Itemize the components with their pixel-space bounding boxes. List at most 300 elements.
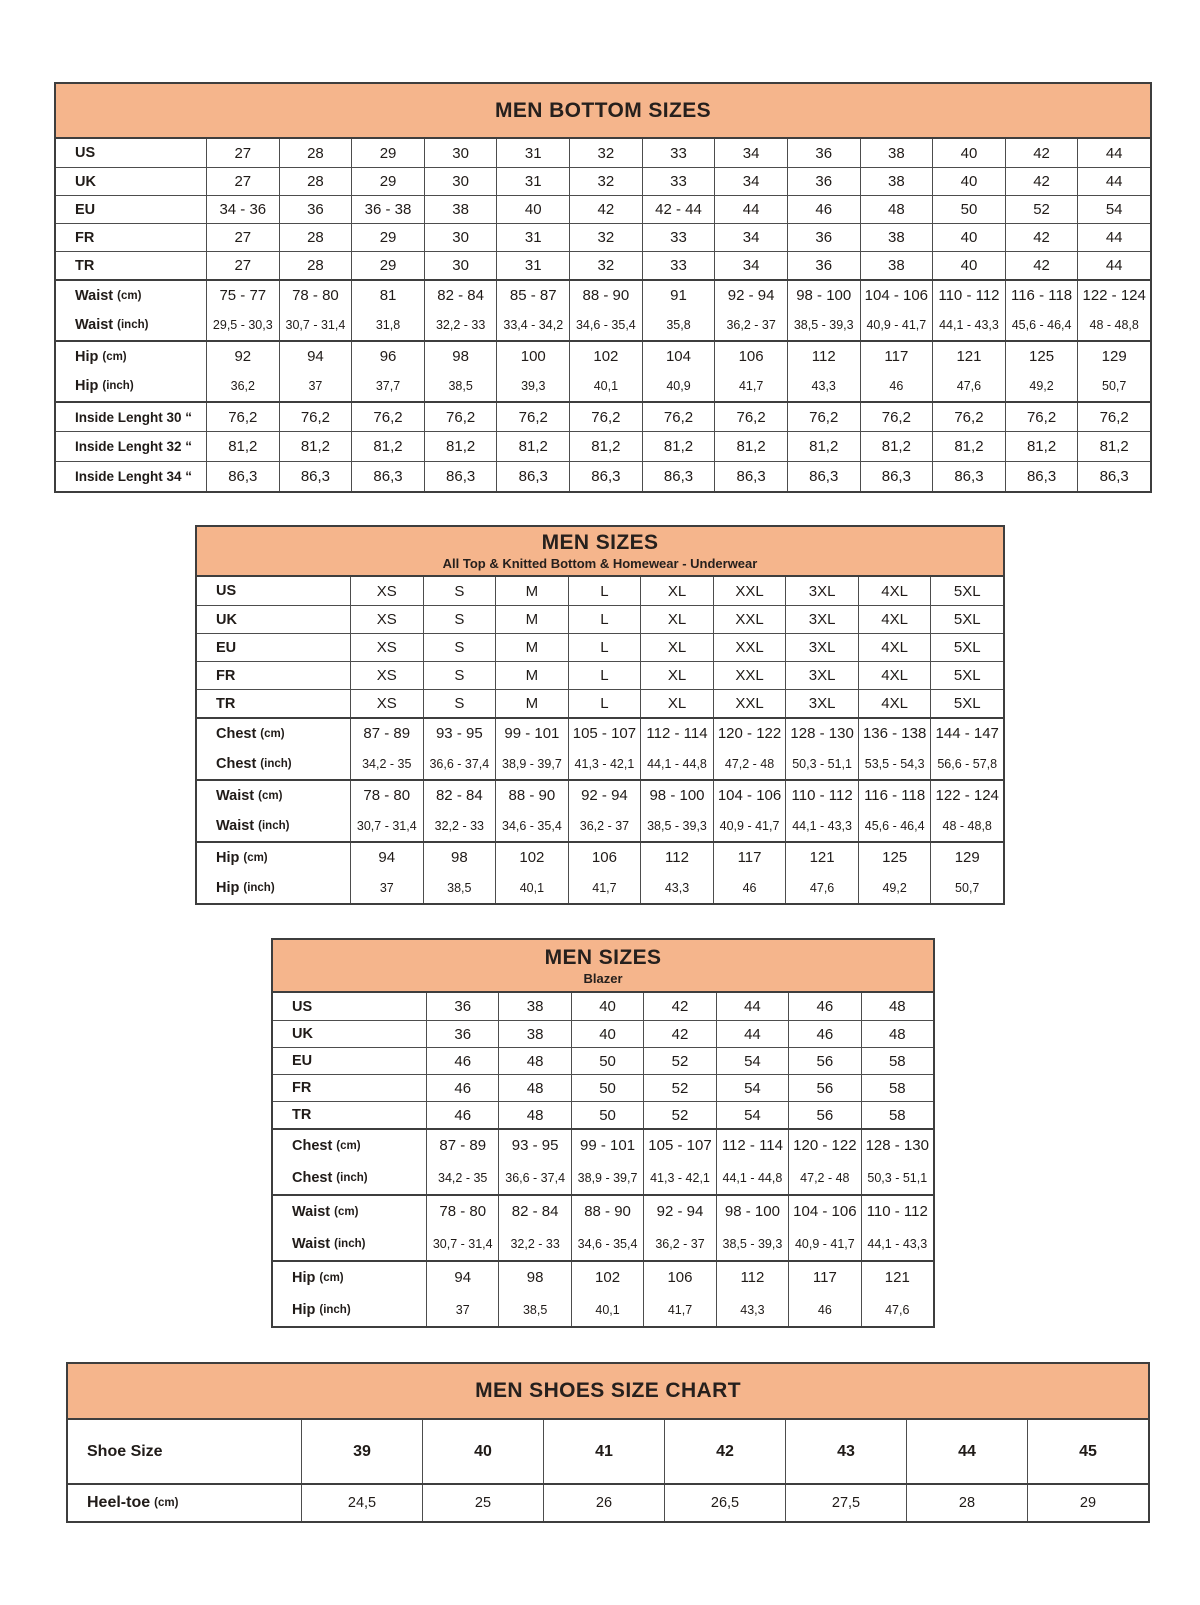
table-cell: 104 - 106	[788, 1196, 860, 1227]
row-label: Hip (inch)	[216, 879, 275, 896]
table-cell: 78 - 80	[426, 1196, 498, 1227]
row-label: Hip (inch)	[75, 378, 134, 394]
table-cell: 86,3	[1077, 462, 1150, 491]
table-cell: 38	[498, 1021, 570, 1047]
table-cell: 44	[1077, 252, 1150, 279]
table-cell: 3XL	[785, 662, 858, 689]
table-row	[273, 1101, 933, 1128]
table-cell: 88 - 90	[495, 781, 568, 810]
table-cell: 46	[860, 371, 933, 401]
table-cell: M	[495, 606, 568, 633]
table-cell: 32	[569, 139, 642, 167]
table-body	[197, 577, 1003, 903]
table-cell: L	[568, 690, 641, 717]
table-row	[56, 371, 1150, 401]
table-cell: 40,1	[569, 371, 642, 401]
table-cell: 52	[643, 1102, 715, 1128]
table-cell: 50	[571, 1102, 643, 1128]
table-cell: 38,5	[423, 872, 496, 903]
table-cell: 25	[422, 1485, 543, 1521]
table-cell: 34,6 - 35,4	[569, 310, 642, 340]
table-cell: 56	[788, 1075, 860, 1101]
table-header	[68, 1364, 1148, 1420]
table-cell: 54	[716, 1075, 788, 1101]
row-label: Hip (cm)	[292, 1269, 344, 1286]
table-row	[197, 661, 1003, 689]
table-cell: 37,7	[351, 371, 424, 401]
table-cell: 38	[860, 224, 933, 251]
table-cell: 112	[640, 843, 713, 872]
table-cell: 42	[664, 1420, 785, 1483]
table-cell: 30,7 - 31,4	[279, 310, 352, 340]
table-cell: 4XL	[858, 606, 931, 633]
table-row	[68, 1483, 1148, 1521]
table-cell: 54	[716, 1102, 788, 1128]
table-cell: 49,2	[1005, 371, 1078, 401]
table-cell: 81,2	[279, 432, 352, 461]
table-cell: 120 - 122	[788, 1130, 860, 1161]
table-cell: 40,9 - 41,7	[788, 1227, 860, 1260]
table-cell: XXL	[713, 606, 786, 633]
table-row	[56, 251, 1150, 279]
table-cell: 42	[643, 993, 715, 1020]
table-cell: 136 - 138	[858, 719, 931, 748]
table-cell: 38	[860, 139, 933, 167]
table-cell: 81,2	[1077, 432, 1150, 461]
row-label: FR	[292, 1080, 312, 1096]
table-cell: 33	[642, 139, 715, 167]
table-cell: 28	[279, 139, 352, 167]
table-cell: L	[568, 606, 641, 633]
table-cell: S	[423, 690, 496, 717]
table-cell: 99 - 101	[495, 719, 568, 748]
table-cell: 32	[569, 224, 642, 251]
row-label: Chest (cm)	[292, 1137, 361, 1154]
table-cell: 30	[424, 252, 497, 279]
row-label: Inside Lenght 30 “	[75, 409, 193, 425]
table-cell: 105 - 107	[643, 1130, 715, 1161]
table-cell: 52	[1005, 196, 1078, 223]
table-cell: 46	[787, 196, 860, 223]
table-cell: 82 - 84	[498, 1196, 570, 1227]
table-cell: 117	[788, 1262, 860, 1293]
row-label: TR	[292, 1107, 312, 1123]
table-cell: 28	[906, 1485, 1027, 1521]
table-cell: 46	[426, 1102, 498, 1128]
table-cell: 128 - 130	[861, 1130, 933, 1161]
table-cell: 92 - 94	[568, 781, 641, 810]
table-cell: 86,3	[351, 462, 424, 491]
table-cell: 121	[861, 1262, 933, 1293]
table-cell: 44	[906, 1420, 1027, 1483]
table-cell: 81,2	[569, 432, 642, 461]
table-cell: 44	[714, 196, 787, 223]
row-label: US	[75, 145, 96, 161]
table-row	[56, 195, 1150, 223]
table-cell: 43,3	[640, 872, 713, 903]
table-cell: 94	[279, 342, 352, 371]
table-cell: 45	[1027, 1420, 1148, 1483]
table-cell: 45,6 - 46,4	[858, 810, 931, 841]
row-label: Waist (inch)	[216, 817, 290, 834]
table-cell: 76,2	[787, 403, 860, 431]
table-cell: 36	[426, 1021, 498, 1047]
table-cell: 44	[716, 993, 788, 1020]
table-cell: 88 - 90	[569, 281, 642, 310]
table-cell: 39	[301, 1420, 422, 1483]
table-cell: XL	[640, 662, 713, 689]
table-cell: 98	[423, 843, 496, 872]
table-cell: 117	[713, 843, 786, 872]
table-cell: 32	[569, 168, 642, 195]
table-cell: 40	[422, 1420, 543, 1483]
table-cell: 76,2	[714, 403, 787, 431]
table-cell: 87 - 89	[350, 719, 423, 748]
row-label: Chest (inch)	[216, 755, 292, 772]
table-cell: 4XL	[858, 634, 931, 661]
table-cell: 47,6	[932, 371, 1005, 401]
men-sizes-blazer-table	[271, 938, 935, 1328]
table-cell: 91	[642, 281, 715, 310]
table-cell: XXL	[713, 577, 786, 605]
table-row	[56, 401, 1150, 431]
table-cell: 76,2	[860, 403, 933, 431]
table-cell: 5XL	[930, 606, 1003, 633]
table-cell: 105 - 107	[568, 719, 641, 748]
table-cell: 34 - 36	[206, 196, 279, 223]
table-cell: 81,2	[496, 432, 569, 461]
table-cell: 42	[1005, 168, 1078, 195]
table-cell: 94	[350, 843, 423, 872]
table-cell: 102	[495, 843, 568, 872]
table-cell: 92 - 94	[714, 281, 787, 310]
table-cell: 31	[496, 139, 569, 167]
table-cell: 43,3	[716, 1293, 788, 1326]
table-cell: 36,2 - 37	[643, 1227, 715, 1260]
table-cell: 42	[1005, 224, 1078, 251]
table-cell: 54	[716, 1048, 788, 1074]
table-cell: 38,5	[424, 371, 497, 401]
table-cell: 81,2	[424, 432, 497, 461]
table-cell: 85 - 87	[496, 281, 569, 310]
table-cell: 34,2 - 35	[426, 1161, 498, 1194]
table-cell: 48	[498, 1048, 570, 1074]
table-cell: 47,2 - 48	[713, 748, 786, 779]
table-cell: 87 - 89	[426, 1130, 498, 1161]
row-label: Heel-toe (cm)	[87, 1494, 179, 1511]
table-cell: 50,3 - 51,1	[861, 1161, 933, 1194]
table-title: MEN SHOES SIZE CHART	[475, 1379, 741, 1402]
table-cell: XL	[640, 634, 713, 661]
table-cell: 37	[279, 371, 352, 401]
table-cell: 54	[1077, 196, 1150, 223]
table-cell: 36 - 38	[351, 196, 424, 223]
table-cell: 117	[860, 342, 933, 371]
table-cell: 35,8	[642, 310, 715, 340]
table-cell: XL	[640, 577, 713, 605]
row-label: Waist (inch)	[292, 1235, 366, 1252]
table-cell: 26	[543, 1485, 664, 1521]
row-label: Waist (cm)	[216, 787, 283, 804]
table-cell: 50	[932, 196, 1005, 223]
table-row	[56, 167, 1150, 195]
table-cell: 47,2 - 48	[788, 1161, 860, 1194]
row-label: US	[292, 998, 313, 1015]
table-cell: 86,3	[569, 462, 642, 491]
table-body	[56, 139, 1150, 491]
row-label: UK	[75, 173, 96, 190]
table-cell: 42	[1005, 139, 1078, 167]
table-row	[197, 748, 1003, 779]
table-cell: 39,3	[496, 371, 569, 401]
table-cell: 48 - 48,8	[1077, 310, 1150, 340]
table-cell: 42 - 44	[642, 196, 715, 223]
row-label: EU	[292, 1053, 313, 1069]
table-cell: 5XL	[930, 577, 1003, 605]
table-cell: 86,3	[860, 462, 933, 491]
table-cell: 40,9	[642, 371, 715, 401]
table-cell: 144 - 147	[930, 719, 1003, 748]
table-cell: XXL	[713, 662, 786, 689]
table-cell: 112 - 114	[716, 1130, 788, 1161]
table-cell: 42	[643, 1021, 715, 1047]
table-cell: 44,1 - 44,8	[640, 748, 713, 779]
table-cell: 125	[858, 843, 931, 872]
table-cell: 36,2 - 37	[714, 310, 787, 340]
table-cell: 44,1 - 44,8	[716, 1161, 788, 1194]
table-cell: 44	[1077, 168, 1150, 195]
table-cell: 28	[279, 168, 352, 195]
table-cell: 42	[569, 196, 642, 223]
table-row	[197, 779, 1003, 810]
table-cell: 30,7 - 31,4	[350, 810, 423, 841]
table-cell: 34	[714, 139, 787, 167]
table-cell: 48	[498, 1075, 570, 1101]
table-cell: 38	[424, 196, 497, 223]
table-cell: 86,3	[206, 462, 279, 491]
table-cell: 86,3	[1005, 462, 1078, 491]
table-cell: 116 - 118	[858, 781, 931, 810]
table-cell: 86,3	[932, 462, 1005, 491]
table-cell: 29	[351, 252, 424, 279]
table-cell: 45,6 - 46,4	[1005, 310, 1078, 340]
table-cell: XL	[640, 690, 713, 717]
table-row	[197, 810, 1003, 841]
table-cell: S	[423, 606, 496, 633]
table-cell: 81,2	[714, 432, 787, 461]
table-cell: 38,5	[498, 1293, 570, 1326]
table-cell: 81,2	[787, 432, 860, 461]
table-cell: 40	[496, 196, 569, 223]
table-cell: 76,2	[351, 403, 424, 431]
row-label: EU	[216, 639, 237, 656]
table-cell: 104 - 106	[860, 281, 933, 310]
table-title: MEN BOTTOM SIZES	[494, 98, 712, 122]
row-label: Waist (inch)	[75, 317, 149, 333]
table-row	[197, 633, 1003, 661]
table-cell: 98 - 100	[716, 1196, 788, 1227]
table-cell: 76,2	[1005, 403, 1078, 431]
table-row	[273, 993, 933, 1020]
table-cell: 98 - 100	[640, 781, 713, 810]
table-header	[273, 940, 933, 993]
table-cell: 100	[496, 342, 569, 371]
table-cell: 4XL	[858, 690, 931, 717]
table-cell: 38	[498, 993, 570, 1020]
table-row	[273, 1194, 933, 1227]
table-cell: XL	[640, 606, 713, 633]
row-label: FR	[75, 229, 95, 246]
table-cell: 3XL	[785, 606, 858, 633]
table-cell: 76,2	[206, 403, 279, 431]
table-cell: 36	[787, 168, 860, 195]
table-cell: 44	[1077, 224, 1150, 251]
table-row	[197, 577, 1003, 605]
table-cell: 4XL	[858, 577, 931, 605]
table-cell: 104	[642, 342, 715, 371]
table-cell: 82 - 84	[424, 281, 497, 310]
table-cell: 3XL	[785, 690, 858, 717]
table-cell: 36,6 - 37,4	[498, 1161, 570, 1194]
table-cell: 36,6 - 37,4	[423, 748, 496, 779]
table-cell: 94	[426, 1262, 498, 1293]
table-cell: 93 - 95	[498, 1130, 570, 1161]
table-cell: 81,2	[351, 432, 424, 461]
table-row	[273, 1227, 933, 1260]
row-label: US	[216, 583, 237, 599]
table-row	[56, 461, 1150, 491]
table-cell: 78 - 80	[279, 281, 352, 310]
table-cell: 121	[785, 843, 858, 872]
table-cell: 48	[861, 993, 933, 1020]
table-cell: 56,6 - 57,8	[930, 748, 1003, 779]
table-cell: S	[423, 634, 496, 661]
table-body	[273, 993, 933, 1326]
table-row	[273, 1128, 933, 1161]
table-cell: 36,2	[206, 371, 279, 401]
table-cell: 40,1	[571, 1293, 643, 1326]
table-subtitle: Blazer	[583, 970, 623, 986]
table-row	[197, 605, 1003, 633]
table-cell: 36	[426, 993, 498, 1020]
table-cell: 106	[643, 1262, 715, 1293]
table-cell: 33	[642, 224, 715, 251]
table-cell: 86,3	[642, 462, 715, 491]
table-cell: 29	[351, 224, 424, 251]
table-cell: 76,2	[569, 403, 642, 431]
table-cell: 47,6	[861, 1293, 933, 1326]
table-cell: 46	[788, 1021, 860, 1047]
table-cell: 98 - 100	[787, 281, 860, 310]
row-label: Inside Lenght 34 “	[75, 469, 193, 484]
table-row	[273, 1020, 933, 1047]
table-cell: 29	[351, 139, 424, 167]
table-cell: 41,3 - 42,1	[643, 1161, 715, 1194]
table-row	[68, 1420, 1148, 1483]
table-cell: 38,9 - 39,7	[495, 748, 568, 779]
table-cell: 106	[714, 342, 787, 371]
table-cell: 40	[932, 224, 1005, 251]
table-cell: XS	[350, 690, 423, 717]
table-cell: 86,3	[714, 462, 787, 491]
table-cell: 48	[861, 1021, 933, 1047]
table-body	[68, 1420, 1148, 1521]
table-cell: 86,3	[279, 462, 352, 491]
table-title: MEN SIZES	[541, 531, 659, 554]
table-row	[197, 689, 1003, 717]
table-cell: 33	[642, 168, 715, 195]
table-cell: 110 - 112	[932, 281, 1005, 310]
table-cell: 27	[206, 252, 279, 279]
table-cell: 44	[1077, 139, 1150, 167]
table-cell: XS	[350, 606, 423, 633]
table-cell: 50	[571, 1075, 643, 1101]
men-shoes-size-chart-table	[66, 1362, 1150, 1523]
table-cell: 40,1	[495, 872, 568, 903]
row-label: Hip (cm)	[216, 849, 268, 866]
table-cell: 81,2	[860, 432, 933, 461]
table-cell: 40,9 - 41,7	[860, 310, 933, 340]
table-cell: 41,7	[568, 872, 641, 903]
table-cell: 81	[351, 281, 424, 310]
table-cell: XS	[350, 662, 423, 689]
table-cell: 29	[351, 168, 424, 195]
table-cell: 75 - 77	[206, 281, 279, 310]
table-row	[273, 1260, 933, 1293]
table-cell: 5XL	[930, 634, 1003, 661]
table-cell: 36	[787, 139, 860, 167]
table-cell: 34,6 - 35,4	[571, 1227, 643, 1260]
table-cell: 29,5 - 30,3	[206, 310, 279, 340]
table-cell: M	[495, 662, 568, 689]
table-cell: 86,3	[424, 462, 497, 491]
table-cell: 38,5 - 39,3	[640, 810, 713, 841]
table-cell: 129	[930, 843, 1003, 872]
table-cell: 47,6	[785, 872, 858, 903]
table-cell: 38,5 - 39,3	[787, 310, 860, 340]
table-cell: 122 - 124	[1077, 281, 1150, 310]
table-row	[197, 841, 1003, 872]
table-cell: 86,3	[496, 462, 569, 491]
table-cell: 3XL	[785, 577, 858, 605]
table-cell: 93 - 95	[423, 719, 496, 748]
men-bottom-sizes-table	[54, 82, 1152, 493]
row-label: Chest (cm)	[216, 725, 285, 742]
table-cell: 46	[788, 993, 860, 1020]
table-cell: 112	[716, 1262, 788, 1293]
table-cell: 76,2	[642, 403, 715, 431]
table-cell: 52	[643, 1075, 715, 1101]
table-cell: 96	[351, 342, 424, 371]
row-label: FR	[216, 667, 236, 684]
table-cell: 42	[1005, 252, 1078, 279]
row-label: Hip (inch)	[292, 1301, 351, 1318]
table-cell: 52	[643, 1048, 715, 1074]
table-cell: 41,7	[643, 1293, 715, 1326]
table-cell: 58	[861, 1075, 933, 1101]
table-cell: 30	[424, 168, 497, 195]
table-cell: 34	[714, 224, 787, 251]
table-cell: 36,2 - 37	[568, 810, 641, 841]
table-cell: 41	[543, 1420, 664, 1483]
table-cell: 27	[206, 224, 279, 251]
table-cell: 76,2	[932, 403, 1005, 431]
table-cell: 121	[932, 342, 1005, 371]
table-cell: 24,5	[301, 1485, 422, 1521]
table-cell: 31	[496, 224, 569, 251]
table-cell: 30	[424, 139, 497, 167]
table-cell: 46	[788, 1293, 860, 1326]
